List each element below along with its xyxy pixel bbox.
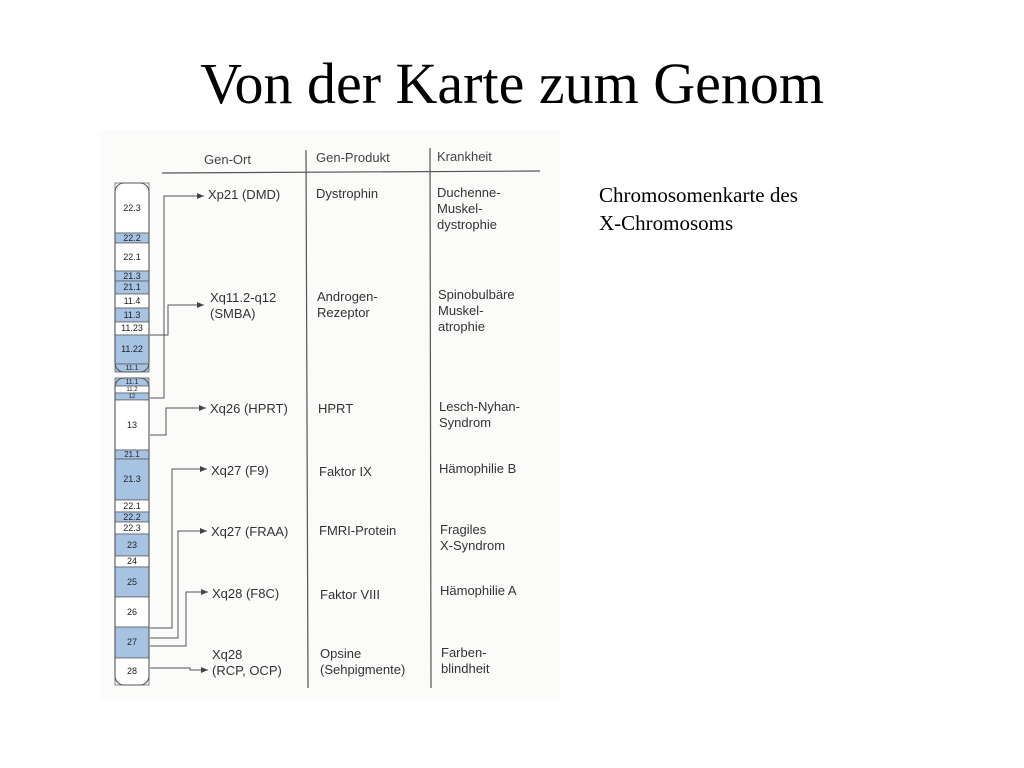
band-label: 11.1 bbox=[125, 378, 139, 386]
chromosome-map-figure bbox=[100, 130, 560, 700]
chromosome-band bbox=[115, 243, 149, 271]
disease-cell bbox=[440, 583, 517, 599]
disease-line: Spinobulbäre bbox=[438, 287, 515, 302]
band-label: 21.3 bbox=[123, 270, 141, 281]
product-line: Faktor VIII bbox=[320, 587, 380, 602]
chromosome-band bbox=[115, 556, 149, 567]
figure-caption bbox=[599, 181, 899, 237]
band-label: 11.1 bbox=[125, 364, 139, 372]
locus-line: Xq27 (F9) bbox=[211, 463, 269, 478]
chromosome-band bbox=[115, 450, 149, 459]
disease-line: Lesch-Nyhan- bbox=[439, 399, 520, 414]
band-label: 22.3 bbox=[123, 522, 141, 533]
disease-cell bbox=[439, 399, 520, 431]
chromosome-band bbox=[115, 335, 149, 364]
product-line: Dystrophin bbox=[316, 186, 379, 201]
locus-line: Xq28 bbox=[212, 647, 243, 662]
locus-cell bbox=[210, 290, 276, 322]
locus-connector-line bbox=[150, 408, 206, 435]
band-label: 11.4 bbox=[123, 295, 141, 306]
locus-connector-line bbox=[150, 305, 204, 335]
disease-line: X-Syndrom bbox=[440, 538, 506, 553]
chromosome-band bbox=[115, 294, 149, 308]
band-label: 13 bbox=[126, 419, 137, 430]
band-label: 24 bbox=[126, 556, 137, 566]
locus-cell bbox=[211, 463, 269, 479]
locus-connectors bbox=[150, 193, 208, 673]
chromosome-band bbox=[115, 522, 149, 534]
chromosome-band bbox=[115, 658, 149, 685]
chromosome-band bbox=[115, 393, 149, 400]
locus-line: Xq28 (F8C) bbox=[212, 586, 280, 601]
band-label: 21.1 bbox=[124, 449, 140, 459]
product-line: Opsine bbox=[320, 646, 362, 661]
band-label: 26 bbox=[126, 606, 137, 617]
chromosome-band bbox=[115, 233, 149, 243]
product-cell bbox=[320, 587, 380, 603]
locus-connector-line bbox=[150, 531, 207, 638]
chromosome-band bbox=[115, 597, 149, 627]
band-label: 22.3 bbox=[123, 202, 141, 213]
arrow-head-icon bbox=[199, 405, 206, 411]
band-label: 25 bbox=[126, 576, 137, 587]
product-cell bbox=[316, 186, 378, 202]
band-label: 28 bbox=[126, 666, 137, 676]
band-label: 22.2 bbox=[123, 511, 141, 522]
band-label: 21.1 bbox=[123, 282, 141, 292]
chromosome-band bbox=[115, 400, 149, 450]
arrow-head-icon bbox=[200, 528, 207, 534]
band-label: 11.3 bbox=[123, 309, 141, 320]
locus-connector-line bbox=[150, 196, 204, 398]
chromosome-band bbox=[115, 627, 149, 658]
locus-line: Xq26 (HPRT) bbox=[210, 401, 288, 416]
chromosome-band bbox=[115, 308, 149, 322]
disease-line: Farben- bbox=[441, 645, 487, 660]
locus-cell bbox=[208, 187, 280, 203]
header-gen-ort: Gen-Ort bbox=[204, 152, 251, 167]
band-label: 12 bbox=[128, 393, 136, 400]
chromosome-band bbox=[115, 512, 149, 522]
product-line: Androgen- bbox=[317, 289, 378, 304]
locus-cell bbox=[212, 586, 279, 602]
locus-connector-line bbox=[150, 668, 208, 670]
header-rule bbox=[162, 171, 540, 173]
band-label: 22.2 bbox=[123, 232, 141, 243]
arrow-head-icon bbox=[201, 589, 208, 595]
chromosome-band bbox=[115, 271, 149, 281]
disease-line: Muskel- bbox=[437, 201, 483, 216]
disease-line: Syndrom bbox=[439, 415, 492, 430]
product-line: HPRT bbox=[318, 401, 354, 416]
chromosome-band bbox=[115, 386, 149, 393]
chromosome-band bbox=[115, 500, 149, 512]
locus-line: Xp21 (DMD) bbox=[208, 187, 281, 202]
column-divider-1 bbox=[306, 150, 308, 688]
disease-line: Hämophilie A bbox=[440, 583, 517, 598]
locus-line: (RCP, OCP) bbox=[212, 663, 282, 678]
product-line: FMRI-Protein bbox=[319, 523, 397, 538]
band-label: 22.1 bbox=[123, 500, 141, 511]
header-gen-produkt: Gen-Produkt bbox=[316, 150, 390, 165]
chromosome-band bbox=[115, 459, 149, 500]
chromosome-band bbox=[115, 567, 149, 597]
arrow-head-icon bbox=[197, 193, 204, 199]
product-cell bbox=[320, 646, 405, 678]
product-cell bbox=[319, 523, 396, 539]
chromosome-band bbox=[115, 322, 149, 335]
product-line: Faktor IX bbox=[319, 464, 372, 479]
product-cell bbox=[317, 289, 378, 321]
disease-line: atrophie bbox=[438, 319, 485, 334]
disease-cell bbox=[441, 645, 489, 677]
disease-line: blindheit bbox=[441, 661, 490, 676]
band-label: 27 bbox=[126, 637, 137, 647]
disease-line: Fragiles bbox=[440, 522, 487, 537]
disease-cell bbox=[439, 461, 516, 477]
locus-line: Xq27 (FRAA) bbox=[211, 524, 289, 539]
chromosome-band bbox=[115, 183, 149, 233]
product-cell bbox=[319, 464, 372, 480]
band-label: 23 bbox=[126, 539, 137, 550]
slide-title: Von der Karte zum Genom bbox=[200, 51, 824, 116]
band-label: 11.23 bbox=[121, 323, 143, 333]
band-label: 11.22 bbox=[121, 344, 143, 354]
locus-cell bbox=[212, 647, 282, 679]
locus-cell bbox=[211, 524, 288, 540]
arrow-head-icon bbox=[200, 466, 207, 472]
disease-cell bbox=[438, 287, 515, 335]
chromosome-band bbox=[115, 281, 149, 294]
header-krankheit: Krankheit bbox=[437, 149, 492, 164]
arrow-head-icon bbox=[201, 667, 208, 673]
locus-line: (SMBA) bbox=[210, 306, 256, 321]
locus-line: Xq11.2-q12 bbox=[210, 290, 277, 305]
product-line: (Sehpigmente) bbox=[320, 662, 406, 677]
chromosome-band bbox=[115, 534, 149, 556]
arrow-head-icon bbox=[197, 302, 204, 308]
disease-line: dystrophie bbox=[437, 217, 497, 232]
column-divider-2 bbox=[430, 148, 431, 688]
product-cell bbox=[318, 401, 353, 417]
disease-line: Duchenne- bbox=[437, 185, 501, 200]
disease-cell bbox=[440, 522, 505, 554]
band-label: 11.2 bbox=[126, 386, 138, 393]
band-label: 21.3 bbox=[123, 474, 141, 484]
caption-line-1: Chromosomenkarte des bbox=[599, 183, 798, 207]
chromosome-bands bbox=[115, 183, 149, 685]
caption-line-2: X-Chromosoms bbox=[599, 211, 734, 235]
disease-line: Muskel- bbox=[438, 303, 484, 318]
band-label: 22.1 bbox=[123, 251, 141, 262]
disease-cell bbox=[437, 185, 501, 233]
disease-line: Hämophilie B bbox=[439, 461, 517, 476]
product-line: Rezeptor bbox=[317, 305, 370, 320]
locus-cell bbox=[210, 401, 288, 417]
